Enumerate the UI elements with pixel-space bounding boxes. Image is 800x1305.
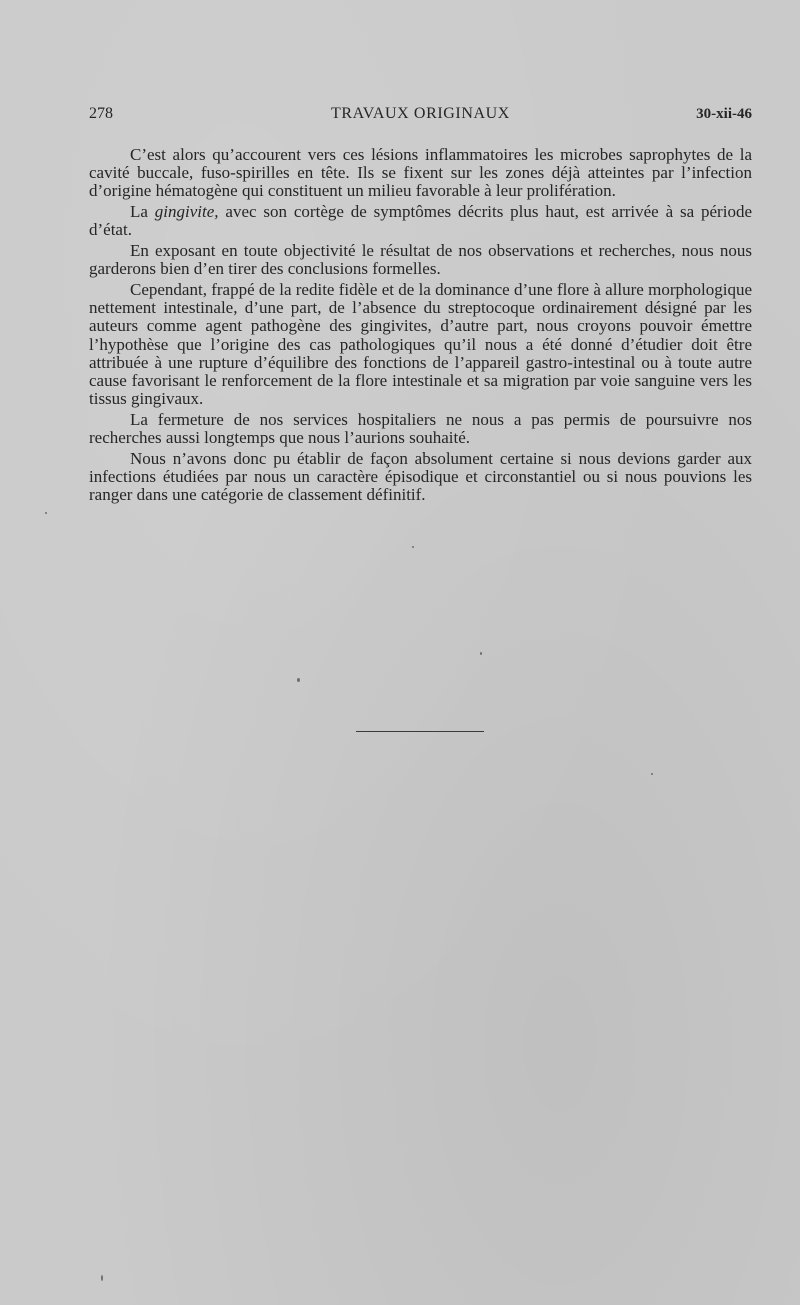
journal-section-title: TRAVAUX ORIGINAUX [331,105,510,122]
paper-speck [45,512,47,514]
paragraph-3: En exposant en toute objectivité le résultat de nos observations et recherches, nous nous garderons bien d’en tirer des conclusions formelles. [89,241,752,279]
paper-speck [651,773,653,775]
article-body [89,146,752,507]
paper-speck [101,1275,103,1281]
paper-speck [480,652,482,655]
paragraph-2 [89,203,752,239]
paper-speck [297,678,300,682]
paragraph-1: C’est alors qu’accourent vers ces lésions inflammatoires les microbes saprophytes de la cavité buccale, fuso-spirilles en tête. Ils se fixent sur les zones déjà atteintes par l’infection d’origine hématogène qui constituent un milieu favorable à leur prolifération. [89,145,752,201]
paragraph-2-rest: avec son cortège de symptômes décrits plus haut, est arrivée à sa période d’état. [89,202,752,240]
paragraph-6: Nous n’avons donc pu établir de façon absolument certaine si nous devions garder aux infections étudiées par nous un caractère épisodique et circonstantiel ou si nous pouvions les ranger dans une catégorie de classement définitif. [89,448,752,505]
end-of-article-rule [356,731,484,732]
gingivite-term: gingivite, [154,202,219,222]
running-head [89,104,752,124]
paragraph-2-lead: La [130,202,155,222]
page-number: 278 [89,105,113,122]
paragraph-5: La fermeture de nos services hospitaliers ne nous a pas permis de poursuivre nos recherches aussi longtemps que nous l’aurions souhaité. [89,409,752,448]
paper-speck [412,546,414,548]
issue-date: 30-xii-46 [696,106,752,122]
paragraph-4: Cependant, frappé de la redite fidèle et de la dominance d’une flore à allure morphologique nettement intestinale, d’une part, de l’absence du streptocoque ordinairement désigné par les auteurs comme agent pathogène des gingivites, d’autre part, nous croyons pouvoir émettre l’hypothèse que l’origine des cas pathologiques qu’il nous a été donné d’étudier doit être attribuée à une rupture d’équilibre des fonctions de l’appareil gastro-intestinal ou à toute autre cause favorisant le renforcement de la flore intestinale et sa migration par voie sanguine vers les tissus gingivaux. [89,279,752,409]
